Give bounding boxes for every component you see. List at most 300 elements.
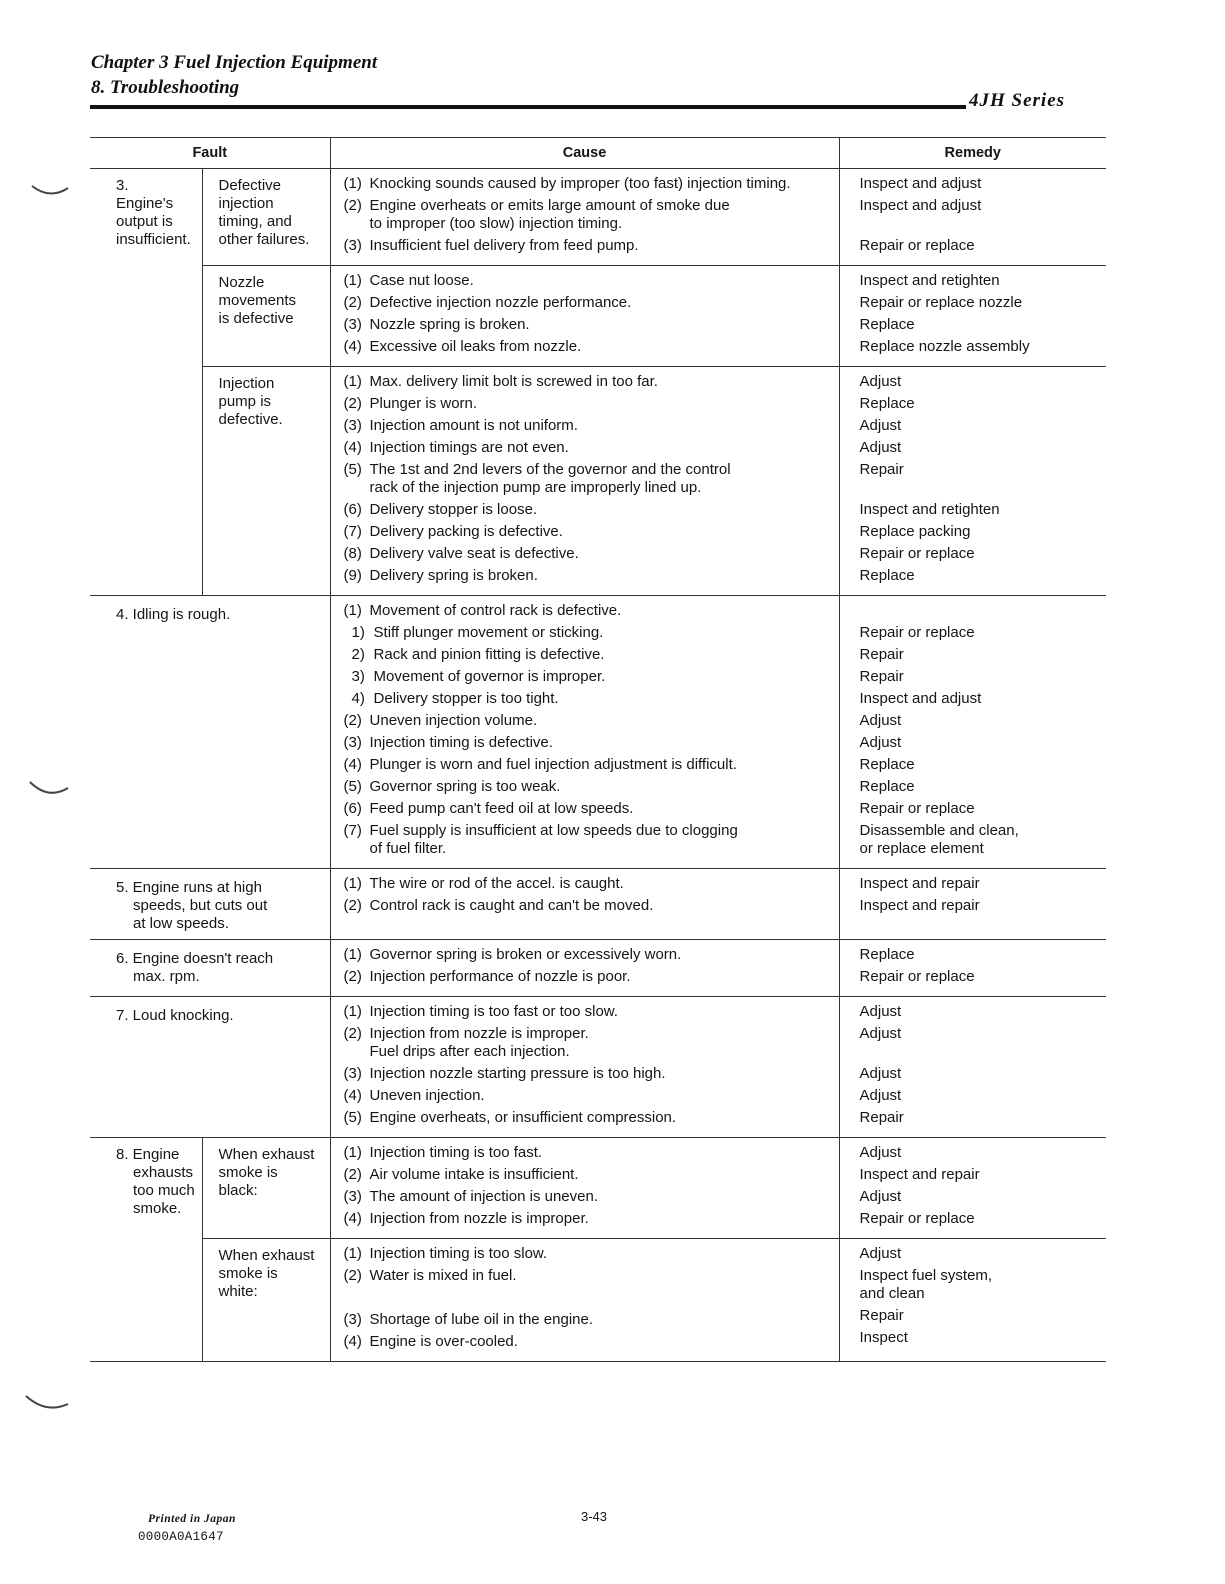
cause-cell [330,1239,839,1362]
remedy-item [860,712,1106,730]
cause-text: Injection timing is too fast. [369,1144,543,1161]
cause-number: (1) [343,1003,362,1020]
cause-item [344,1311,839,1329]
cause-text: Knocking sounds caused by improper (too fast) injection timing. [369,175,791,192]
cause-number: (5) [343,778,362,795]
cause-item [344,545,839,563]
remedy-item [860,1087,1106,1105]
sub-fault-text: injection [218,195,274,212]
column-header-remedy: Remedy [839,138,1106,169]
remedy-text: Inspect fuel system, [859,1267,993,1284]
sub-fault-cell [202,169,330,266]
cause-text: Injection nozzle starting pressure is too high. [369,1065,666,1082]
cause-item [344,395,839,413]
remedy-spacer [860,602,1106,620]
cause-line [344,756,839,774]
sub-fault-text: white: [218,1283,258,1300]
cause-text: Excessive oil leaks from nozzle. [369,338,582,355]
remedy-spacer [860,215,1106,233]
cause-number: (1) [343,272,362,289]
remedy-item [860,1003,1106,1021]
cause-line [344,822,839,840]
remedy-text: Inspect and retighten [859,272,1000,289]
remedy-text: Disassemble and clean, [859,822,1019,839]
cause-item [344,602,839,620]
cause-item [344,822,839,858]
cause-number: (6) [343,800,362,817]
table-row [90,367,1106,596]
header-rule [90,105,966,109]
cause-item [344,439,839,457]
cause-line [344,1210,839,1228]
sub-fault-cell [202,1138,330,1239]
remedy-text: Repair or replace [859,968,975,985]
remedy-text: Repair or replace [859,800,975,817]
cause-number: (1) [343,602,362,619]
remedy-item [860,417,1106,435]
cause-number: (3) [343,417,362,434]
cause-item [344,712,839,730]
remedy-text: or replace element [859,840,984,857]
remedy-text: Adjust [859,1003,902,1020]
remedy-cell [839,367,1106,596]
table-row [90,1138,1106,1239]
cause-item [344,523,839,541]
cause-item [344,1003,839,1021]
cause-line [344,946,839,964]
series-label: 4JH Series [969,90,1066,111]
cause-line [344,1087,839,1105]
remedy-text: Adjust [859,1087,902,1104]
remedy-cell [839,1138,1106,1239]
cause-item [344,690,839,708]
sub-fault-text: is defective [218,310,294,327]
remedy-item [860,294,1106,312]
cause-line: Fuel drips after each injection. [369,1043,570,1060]
cause-text: Delivery valve seat is defective. [369,545,579,562]
remedy-text: Repair or replace nozzle [859,294,1023,311]
remedy-cell [839,869,1106,940]
cause-line [344,545,839,563]
cause-text: Uneven injection volume. [369,712,538,729]
cause-item [344,1188,839,1206]
cause-number: (7) [343,523,362,540]
cause-line: rack of the injection pump are improperly lined up. [369,479,702,496]
remedy-text: Replace [859,778,915,795]
cause-text: Rack and pinion fitting is defective. [373,646,605,663]
fault-text: Engine's [116,195,174,212]
remedy-text: Inspect and adjust [859,175,982,192]
binding-mark-icon [28,182,72,212]
table-row [90,596,1106,869]
remedy-text: Replace packing [859,523,971,540]
cause-line [344,1188,839,1206]
remedy-text: Inspect [859,1329,908,1346]
remedy-item [860,778,1106,796]
remedy-text: Replace [859,756,915,773]
column-header-fault: Fault [90,138,330,169]
cause-cell [330,266,839,367]
cause-cell [330,596,839,869]
table-row [90,869,1106,940]
remedy-cell [839,997,1106,1138]
cause-number: (1) [343,175,362,192]
cause-text: Governor spring is too weak. [369,778,561,795]
remedy-cell [839,266,1106,367]
remedy-item [860,197,1106,233]
cause-line [344,567,839,585]
remedy-item [860,1109,1106,1127]
cause-number: 3) [351,668,365,685]
remedy-item [860,1144,1106,1162]
fault-text: output is [116,213,173,230]
cause-number: 4) [351,690,365,707]
remedy-text: Adjust [859,373,902,390]
remedy-text: Repair or replace [859,1210,975,1227]
cause-cell [330,869,839,940]
fault-text: exhausts [133,1164,194,1181]
remedy-text: Adjust [859,1025,902,1042]
remedy-text: Inspect and repair [859,1166,980,1183]
table-row [90,266,1106,367]
remedy-item [860,1188,1106,1206]
remedy-text: Inspect and adjust [859,690,982,707]
remedy-item [860,968,1106,986]
remedy-text: Adjust [859,734,902,751]
cause-item [344,646,839,664]
remedy-item [860,237,1106,255]
cause-text: Injection from nozzle is improper. [369,1210,589,1227]
remedy-text: Adjust [859,417,902,434]
cause-number: (2) [343,1267,362,1284]
remedy-item [860,1307,1106,1325]
table-row [90,940,1106,997]
cause-line [344,646,839,664]
fault-text: insufficient. [116,231,191,248]
sub-fault-text: timing, and [218,213,292,230]
cause-line [344,690,839,708]
cause-item [344,1210,839,1228]
cause-item [344,778,839,796]
cause-cell [330,1138,839,1239]
sub-fault-text: pump is [218,393,272,410]
cause-text: Injection timings are not even. [369,439,569,456]
cause-line [344,1025,839,1043]
cause-text: Injection timing is defective. [369,734,553,751]
cause-line [344,523,839,541]
cause-line [344,417,839,435]
remedy-text: Adjust [859,1144,902,1161]
cause-cell [330,940,839,997]
fault-text: 5. Engine runs at high [116,879,262,896]
cause-text: Engine is over-cooled. [369,1333,518,1350]
fault-text: 6. Engine doesn't reach [116,950,274,967]
cause-line [344,501,839,519]
cause-line [344,734,839,752]
remedy-text: Repair or replace [859,237,975,254]
remedy-text: Adjust [859,1245,902,1262]
cause-number: (4) [343,439,362,456]
sub-fault-text: Defective [218,177,282,194]
cause-text: The 1st and 2nd levers of the governor and the control [369,461,731,478]
remedy-text: Repair [859,1109,904,1126]
cause-number: 1) [351,624,365,641]
cause-text: Shortage of lube oil in the engine. [369,1311,594,1328]
cause-text: Delivery stopper is too tight. [373,690,559,707]
cause-line [344,197,839,215]
remedy-item [860,822,1106,858]
remedy-item [860,800,1106,818]
cause-number: (3) [343,1065,362,1082]
sub-fault-cell [202,1239,330,1362]
cause-number: (2) [343,294,362,311]
remedy-text: Replace [859,946,915,963]
cause-item [344,946,839,964]
sub-fault-text: defective. [218,411,283,428]
remedy-text: Inspect and repair [859,897,980,914]
fault-text: at low speeds. [133,915,229,932]
cause-item [344,1144,839,1162]
cause-number: (3) [343,734,362,751]
cause-number: (9) [343,567,362,584]
sub-fault-cell [202,266,330,367]
cause-item [344,373,839,391]
cause-text: The wire or rod of the accel. is caught. [369,875,624,892]
cause-item [344,197,839,233]
cause-text: Fuel supply is insufficient at low speeds due to clogging [369,822,738,839]
cause-spacer [344,1289,839,1307]
remedy-item [860,734,1106,752]
cause-item [344,875,839,893]
cause-item [344,175,839,193]
remedy-item [860,272,1106,290]
sub-fault-text: smoke is [218,1265,278,1282]
cause-text: Stiff plunger movement or sticking. [373,624,604,641]
cause-line [344,1109,839,1127]
cause-line [344,175,839,193]
fault-text: 8. Engine [116,1146,180,1163]
remedy-item [860,756,1106,774]
remedy-item [860,624,1106,642]
cause-item [344,1065,839,1083]
cause-text: Control rack is caught and can't be moved. [369,897,654,914]
cause-text: Injection timing is too fast or too slow. [369,1003,618,1020]
cause-text: Delivery spring is broken. [369,567,538,584]
cause-text: Delivery stopper is loose. [369,501,538,518]
cause-item [344,338,839,356]
remedy-text: Repair [859,1307,904,1324]
cause-number: (2) [343,712,362,729]
cause-number: (5) [343,461,362,478]
sub-fault-text: other failures. [218,231,310,248]
cause-line [344,968,839,986]
remedy-text: Inspect and adjust [859,197,982,214]
cause-text: Injection performance of nozzle is poor. [369,968,631,985]
cause-number: (1) [343,946,362,963]
cause-text: Feed pump can't feed oil at low speeds. [369,800,634,817]
sub-fault-text: Nozzle [218,274,265,291]
cause-number: (2) [343,1166,362,1183]
cause-number: (1) [343,1245,362,1262]
column-header-cause: Cause [330,138,839,169]
cause-text: Injection timing is too slow. [369,1245,548,1262]
cause-cell [330,997,839,1138]
cause-text: Plunger is worn. [369,395,478,412]
troubleshooting-table [90,137,1106,1362]
cause-text: Uneven injection. [369,1087,485,1104]
cause-line [344,272,839,290]
cause-text: Injection amount is not uniform. [369,417,578,434]
cause-number: (2) [343,197,362,214]
cause-line [344,1311,839,1329]
fault-text: smoke. [133,1200,182,1217]
remedy-cell [839,1239,1106,1362]
cause-line [344,294,839,312]
cause-text: Air volume intake is insufficient. [369,1166,579,1183]
cause-number: (4) [343,1210,362,1227]
chapter-title: Chapter 3 Fuel Injection Equipment [91,52,378,73]
cause-item [344,756,839,774]
remedy-text: Replace [859,567,915,584]
cause-item [344,968,839,986]
remedy-item [860,1025,1106,1061]
cause-item [344,272,839,290]
remedy-item [860,1329,1106,1347]
cause-number: (3) [343,1311,362,1328]
cause-text: Injection from nozzle is improper. [369,1025,589,1042]
cause-item [344,1166,839,1184]
remedy-item [860,373,1106,391]
remedy-text: Repair [859,461,904,478]
cause-number: (1) [343,373,362,390]
cause-number: (4) [343,1087,362,1104]
remedy-spacer [860,1043,1106,1061]
cause-text: Max. delivery limit bolt is screwed in too far. [369,373,658,390]
remedy-spacer [860,479,1106,497]
cause-item [344,316,839,334]
remedy-text: Inspect and repair [859,875,980,892]
remedy-cell [839,596,1106,869]
remedy-text: Adjust [859,1065,902,1082]
table-row [90,1239,1106,1362]
remedy-item [860,395,1106,413]
cause-number: (4) [343,338,362,355]
fault-text: speeds, but cuts out [133,897,268,914]
remedy-text: Replace nozzle assembly [859,338,1030,355]
cause-number: (1) [343,1144,362,1161]
document-code: 0000A0A1647 [138,1530,224,1544]
cause-line [344,624,839,642]
cause-text: Insufficient fuel delivery from feed pump. [369,237,639,254]
cause-text: Nozzle spring is broken. [369,316,530,333]
remedy-text: Repair or replace [859,624,975,641]
remedy-item [860,946,1106,964]
printed-note: Printed in Japan [148,1513,236,1525]
cause-item [344,461,839,497]
cause-text: Engine overheats, or insufficient compression. [369,1109,677,1126]
remedy-item [860,602,1106,620]
cause-line: of fuel filter. [369,840,447,857]
cause-text: Defective injection nozzle performance. [369,294,632,311]
remedy-item [860,1065,1106,1083]
remedy-text: Adjust [859,1188,902,1205]
remedy-text: Adjust [859,712,902,729]
fault-text: max. rpm. [133,968,200,985]
cause-text: Case nut loose. [369,272,474,289]
cause-line [344,461,839,479]
remedy-text: Replace [859,395,915,412]
cause-line [344,712,839,730]
cause-text: Movement of governor is improper. [373,668,606,685]
cause-text: Delivery packing is defective. [369,523,563,540]
cause-line [344,1166,839,1184]
cause-number: (1) [343,875,362,892]
sub-fault-text: black: [218,1182,258,1199]
sub-fault-cell [202,367,330,596]
cause-line [344,897,839,915]
sub-fault-text: movements [218,292,297,309]
sub-fault-text: Injection [218,375,275,392]
fault-cell [90,1138,202,1362]
sub-fault-text: smoke is [218,1164,278,1181]
cause-item [344,668,839,686]
remedy-item [860,668,1106,686]
binding-mark-icon [22,1392,72,1422]
fault-cell [90,997,330,1138]
cause-item [344,237,839,255]
section-title: 8. Troubleshooting [91,77,240,98]
cause-line [344,1144,839,1162]
remedy-item [860,439,1106,457]
remedy-text: Replace [859,316,915,333]
cause-text: Engine overheats or emits large amount of smoke due [369,197,730,214]
cause-text: Governor spring is broken or excessively worn. [369,946,682,963]
remedy-text: Repair or replace [859,545,975,562]
cause-number: (5) [343,1109,362,1126]
fault-cell [90,869,330,940]
fault-text: 7. Loud knocking. [116,1007,234,1024]
remedy-item [860,175,1106,193]
cause-cell [330,367,839,596]
cause-line [344,316,839,334]
remedy-item [860,1166,1106,1184]
cause-text: Water is mixed in fuel. [369,1267,517,1284]
remedy-item [860,316,1106,334]
cause-line [344,1333,839,1351]
remedy-item [860,1267,1106,1303]
cause-number: (3) [343,316,362,333]
cause-item [344,417,839,435]
cause-line [344,1065,839,1083]
binding-mark-icon [26,778,72,808]
cause-line [344,1003,839,1021]
remedy-item [860,1245,1106,1263]
cause-text: The amount of injection is uneven. [369,1188,598,1205]
cause-line [344,373,839,391]
sub-fault-text: When exhaust [218,1247,315,1264]
cause-line [344,338,839,356]
cause-number: (3) [343,1188,362,1205]
fault-cell [90,169,202,596]
cause-line [344,800,839,818]
remedy-item [860,646,1106,664]
fault-cell [90,940,330,997]
remedy-item [860,875,1106,893]
remedy-item [860,338,1106,356]
cause-number: (4) [343,1333,362,1350]
cause-text: Movement of control rack is defective. [369,602,622,619]
fault-text: too much [133,1182,195,1199]
